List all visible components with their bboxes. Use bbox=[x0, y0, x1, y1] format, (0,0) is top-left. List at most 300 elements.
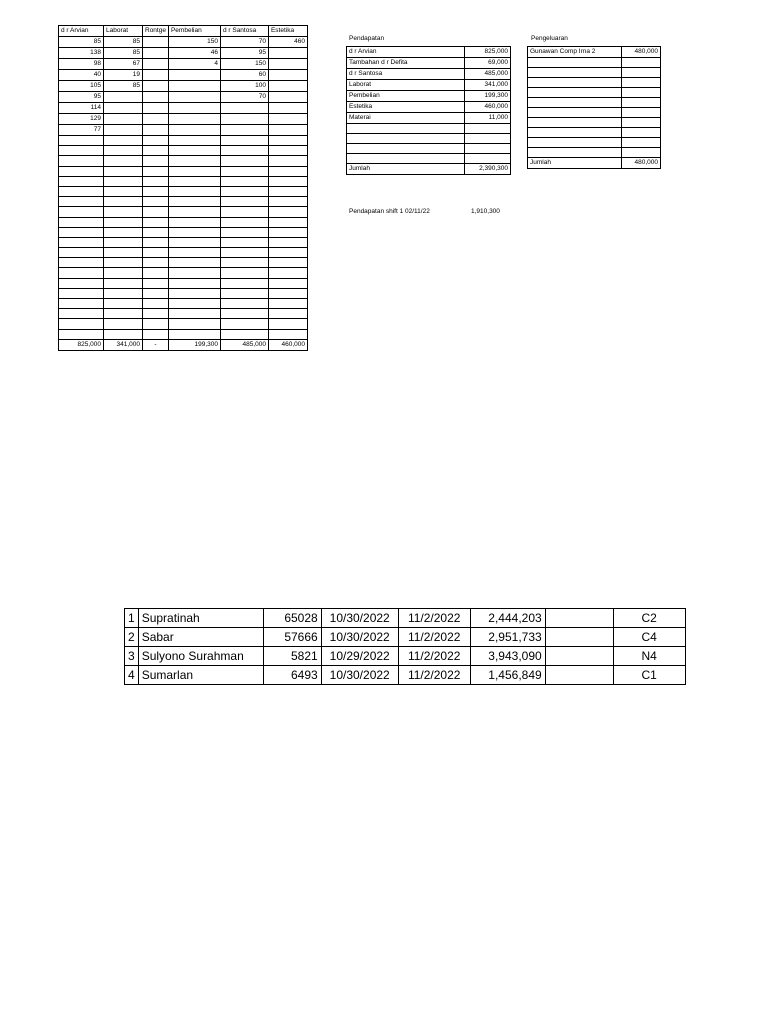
total-label: Jumlah bbox=[347, 164, 465, 175]
table-cell bbox=[168, 166, 220, 176]
table-cell bbox=[168, 299, 220, 309]
table-row bbox=[59, 299, 308, 309]
table-cell bbox=[545, 647, 613, 666]
table-cell: 199,300 bbox=[465, 91, 511, 102]
table-cell bbox=[143, 176, 169, 186]
table-row bbox=[528, 128, 661, 138]
table-row bbox=[528, 148, 661, 158]
table-row bbox=[59, 125, 308, 136]
table-cell bbox=[220, 125, 268, 136]
table-cell: 105 bbox=[59, 81, 104, 92]
table-cell bbox=[168, 176, 220, 186]
table-cell bbox=[268, 217, 307, 227]
table-cell bbox=[622, 108, 661, 118]
table-cell bbox=[268, 237, 307, 247]
table-cell bbox=[168, 103, 220, 114]
table-cell: Rontge bbox=[143, 26, 169, 37]
table-row bbox=[59, 59, 308, 70]
table-cell bbox=[268, 278, 307, 288]
table-row bbox=[528, 58, 661, 68]
expense-table bbox=[527, 46, 661, 169]
table-row bbox=[125, 609, 686, 628]
table-row bbox=[59, 166, 308, 176]
table-cell bbox=[143, 309, 169, 319]
table-cell bbox=[143, 227, 169, 237]
table-cell bbox=[622, 138, 661, 148]
table-cell: 150 bbox=[168, 37, 220, 48]
table-row bbox=[347, 47, 511, 58]
table-cell bbox=[59, 207, 104, 217]
table-cell bbox=[622, 128, 661, 138]
table-cell: d r Arvian bbox=[59, 26, 104, 37]
table-cell bbox=[268, 309, 307, 319]
table-cell bbox=[268, 207, 307, 217]
table-cell bbox=[104, 146, 143, 156]
table-cell bbox=[104, 186, 143, 196]
table-cell bbox=[168, 329, 220, 339]
table-cell bbox=[104, 258, 143, 268]
table-cell bbox=[622, 118, 661, 128]
table-cell bbox=[268, 156, 307, 166]
table-cell bbox=[220, 309, 268, 319]
table-cell: 70 bbox=[220, 37, 268, 48]
table-cell bbox=[143, 329, 169, 339]
table-cell bbox=[347, 144, 465, 154]
table-cell bbox=[104, 319, 143, 329]
table-cell: 2 bbox=[125, 628, 139, 647]
table-row bbox=[59, 329, 308, 339]
header-row bbox=[59, 26, 308, 37]
table-cell: 95 bbox=[59, 92, 104, 103]
table-cell bbox=[143, 217, 169, 227]
table-cell bbox=[143, 248, 169, 258]
table-cell bbox=[104, 299, 143, 309]
table-cell bbox=[268, 268, 307, 278]
table-cell bbox=[59, 248, 104, 258]
table-cell bbox=[528, 118, 622, 128]
table-cell: 95 bbox=[220, 48, 268, 59]
table-row bbox=[528, 138, 661, 148]
table-cell bbox=[143, 81, 169, 92]
table-row bbox=[59, 278, 308, 288]
table-cell bbox=[622, 148, 661, 158]
table-cell bbox=[268, 59, 307, 70]
table-cell bbox=[59, 166, 104, 176]
table-cell bbox=[104, 309, 143, 319]
table-cell: 65028 bbox=[263, 609, 321, 628]
table-cell bbox=[168, 248, 220, 258]
table-cell bbox=[347, 134, 465, 144]
table-cell bbox=[104, 197, 143, 207]
table-cell: 129 bbox=[59, 114, 104, 125]
table-cell bbox=[59, 237, 104, 247]
table-cell: Sulyono Surahman bbox=[138, 647, 263, 666]
table-cell bbox=[168, 258, 220, 268]
table-cell bbox=[465, 134, 511, 144]
table-cell bbox=[143, 59, 169, 70]
table-cell bbox=[143, 70, 169, 81]
table-cell bbox=[622, 78, 661, 88]
table-row bbox=[59, 103, 308, 114]
table-cell: 60 bbox=[220, 70, 268, 81]
total-value: 480,000 bbox=[622, 158, 661, 169]
table-cell bbox=[104, 114, 143, 125]
table-cell bbox=[268, 114, 307, 125]
table-cell: 485,000 bbox=[220, 339, 268, 350]
table-cell bbox=[268, 48, 307, 59]
table-cell bbox=[220, 258, 268, 268]
table-cell bbox=[168, 186, 220, 196]
table-cell: 85 bbox=[59, 37, 104, 48]
table-cell: Supratinah bbox=[138, 609, 263, 628]
table-cell: 100 bbox=[220, 81, 268, 92]
table-cell bbox=[59, 176, 104, 186]
table-cell bbox=[168, 227, 220, 237]
table-cell bbox=[268, 248, 307, 258]
table-row bbox=[528, 98, 661, 108]
table-cell: 460 bbox=[268, 37, 307, 48]
table-cell: 341,000 bbox=[465, 80, 511, 91]
table-cell: C1 bbox=[613, 666, 685, 685]
table-cell bbox=[220, 207, 268, 217]
table-cell: Materai bbox=[347, 113, 465, 124]
table-row bbox=[528, 108, 661, 118]
table-row bbox=[347, 113, 511, 124]
table-cell bbox=[104, 207, 143, 217]
table-cell bbox=[143, 288, 169, 298]
table-cell bbox=[104, 103, 143, 114]
table-cell: Estetika bbox=[268, 26, 307, 37]
table-cell bbox=[268, 197, 307, 207]
table-row bbox=[528, 68, 661, 78]
table-cell bbox=[143, 103, 169, 114]
table-row bbox=[59, 114, 308, 125]
table-cell: 98 bbox=[59, 59, 104, 70]
table-cell bbox=[143, 207, 169, 217]
table-row bbox=[59, 186, 308, 196]
table-cell bbox=[59, 136, 104, 146]
table-cell bbox=[59, 197, 104, 207]
table-cell bbox=[220, 103, 268, 114]
table-row bbox=[347, 69, 511, 80]
table-cell bbox=[168, 309, 220, 319]
table-cell: 85 bbox=[104, 37, 143, 48]
table-cell bbox=[143, 268, 169, 278]
table-cell bbox=[143, 125, 169, 136]
table-row bbox=[347, 144, 511, 154]
table-cell: Estetika bbox=[347, 102, 465, 113]
shift-income-value: 1,910,300 bbox=[471, 208, 500, 215]
table-cell: Sumarlan bbox=[138, 666, 263, 685]
table-cell bbox=[168, 268, 220, 278]
table-cell: 1,456,849 bbox=[470, 666, 545, 685]
table-cell: 1 bbox=[125, 609, 139, 628]
table-cell bbox=[220, 176, 268, 186]
table-cell bbox=[528, 88, 622, 98]
table-cell: 11/2/2022 bbox=[398, 628, 470, 647]
table-cell: d r Arvian bbox=[347, 47, 465, 58]
table-cell bbox=[268, 166, 307, 176]
table-cell bbox=[545, 666, 613, 685]
table-row bbox=[59, 197, 308, 207]
table-cell bbox=[104, 136, 143, 146]
table-cell: d r Santosa bbox=[220, 26, 268, 37]
table-cell: 199,300 bbox=[168, 339, 220, 350]
table-cell bbox=[622, 98, 661, 108]
table-cell bbox=[143, 278, 169, 288]
table-row bbox=[347, 124, 511, 134]
table-cell bbox=[143, 92, 169, 103]
table-row bbox=[347, 80, 511, 91]
table-cell: 19 bbox=[104, 70, 143, 81]
table-cell bbox=[59, 288, 104, 298]
table-cell bbox=[622, 58, 661, 68]
table-cell bbox=[104, 248, 143, 258]
table-cell bbox=[143, 156, 169, 166]
table-row bbox=[59, 146, 308, 156]
table-cell bbox=[168, 156, 220, 166]
table-cell bbox=[220, 156, 268, 166]
table-cell bbox=[545, 628, 613, 647]
table-row bbox=[59, 288, 308, 298]
table-cell bbox=[143, 37, 169, 48]
table-cell: 2,951,733 bbox=[470, 628, 545, 647]
table-cell: 10/29/2022 bbox=[321, 647, 398, 666]
table-row bbox=[59, 37, 308, 48]
table-cell: 3 bbox=[125, 647, 139, 666]
table-cell bbox=[220, 268, 268, 278]
income-table bbox=[346, 46, 511, 175]
table-row bbox=[59, 319, 308, 329]
table-cell: Pembelian bbox=[347, 91, 465, 102]
table-row bbox=[59, 207, 308, 217]
table-cell bbox=[104, 237, 143, 247]
table-cell: 10/30/2022 bbox=[321, 666, 398, 685]
table-cell bbox=[220, 217, 268, 227]
table-cell bbox=[268, 258, 307, 268]
table-row bbox=[125, 628, 686, 647]
table-cell: 460,000 bbox=[465, 102, 511, 113]
table-cell: 10/30/2022 bbox=[321, 609, 398, 628]
table-cell bbox=[528, 78, 622, 88]
table-cell bbox=[59, 146, 104, 156]
table-cell bbox=[220, 319, 268, 329]
table-cell bbox=[104, 156, 143, 166]
table-row bbox=[528, 47, 661, 58]
table-cell bbox=[347, 124, 465, 134]
table-row bbox=[59, 136, 308, 146]
table-row bbox=[59, 268, 308, 278]
table-cell: Tambahan d r Defita bbox=[347, 58, 465, 69]
table-cell: 70 bbox=[220, 92, 268, 103]
table-cell: Gunawan Comp Irna 2 bbox=[528, 47, 622, 58]
table-cell bbox=[622, 68, 661, 78]
table-cell bbox=[268, 227, 307, 237]
table-cell: Laborat bbox=[347, 80, 465, 91]
table-cell bbox=[168, 319, 220, 329]
table-row bbox=[528, 78, 661, 88]
table-cell bbox=[528, 68, 622, 78]
table-cell bbox=[59, 227, 104, 237]
total-row bbox=[528, 158, 661, 169]
table-cell bbox=[545, 609, 613, 628]
table-cell: 11,000 bbox=[465, 113, 511, 124]
table-cell bbox=[465, 124, 511, 134]
table-cell bbox=[268, 288, 307, 298]
table-row bbox=[125, 647, 686, 666]
table-cell bbox=[168, 136, 220, 146]
table-cell: 85 bbox=[104, 81, 143, 92]
table-cell: 341,000 bbox=[104, 339, 143, 350]
table-cell bbox=[168, 114, 220, 125]
table-cell bbox=[59, 299, 104, 309]
table-row bbox=[528, 118, 661, 128]
table-cell bbox=[622, 88, 661, 98]
table-cell bbox=[168, 81, 220, 92]
table-cell: 2,444,203 bbox=[470, 609, 545, 628]
table-cell bbox=[143, 197, 169, 207]
table-cell bbox=[104, 125, 143, 136]
table-cell bbox=[104, 288, 143, 298]
table-cell bbox=[104, 268, 143, 278]
table-cell bbox=[143, 237, 169, 247]
table-cell: 46 bbox=[168, 48, 220, 59]
table-row bbox=[59, 48, 308, 59]
table-cell bbox=[347, 154, 465, 164]
table-cell bbox=[168, 125, 220, 136]
totals-row bbox=[59, 339, 308, 350]
table-cell: 3,943,090 bbox=[470, 647, 545, 666]
table-cell: 10/30/2022 bbox=[321, 628, 398, 647]
table-cell bbox=[143, 146, 169, 156]
table-cell bbox=[168, 217, 220, 227]
table-cell bbox=[220, 166, 268, 176]
table-cell: 485,000 bbox=[465, 69, 511, 80]
table-cell bbox=[104, 329, 143, 339]
table-cell bbox=[59, 319, 104, 329]
table-cell bbox=[143, 114, 169, 125]
table-cell: 67 bbox=[104, 59, 143, 70]
table-cell bbox=[59, 309, 104, 319]
table-cell: 138 bbox=[59, 48, 104, 59]
table-row bbox=[59, 70, 308, 81]
table-cell bbox=[143, 136, 169, 146]
table-row bbox=[59, 258, 308, 268]
table-cell bbox=[220, 227, 268, 237]
table-row bbox=[59, 81, 308, 92]
table-row bbox=[347, 102, 511, 113]
daily-revenue-table bbox=[58, 25, 308, 351]
table-cell: 460,000 bbox=[268, 339, 307, 350]
table-cell: C4 bbox=[613, 628, 685, 647]
table-cell bbox=[168, 237, 220, 247]
table-row bbox=[125, 666, 686, 685]
table-cell bbox=[220, 278, 268, 288]
table-cell bbox=[220, 146, 268, 156]
table-row bbox=[59, 227, 308, 237]
table-row bbox=[347, 154, 511, 164]
table-cell: Sabar bbox=[138, 628, 263, 647]
patient-table bbox=[124, 608, 686, 685]
table-cell bbox=[59, 217, 104, 227]
table-cell bbox=[143, 166, 169, 176]
table-cell bbox=[268, 176, 307, 186]
table-cell: d r Santosa bbox=[347, 69, 465, 80]
total-value: 2,390,300 bbox=[465, 164, 511, 175]
table-cell bbox=[268, 81, 307, 92]
table-cell: 69,000 bbox=[465, 58, 511, 69]
table-row bbox=[59, 237, 308, 247]
total-row bbox=[347, 164, 511, 175]
table-cell: C2 bbox=[613, 609, 685, 628]
table-cell bbox=[268, 70, 307, 81]
table-cell bbox=[168, 70, 220, 81]
table-cell bbox=[104, 92, 143, 103]
table-cell: N4 bbox=[613, 647, 685, 666]
table-row bbox=[347, 58, 511, 69]
table-cell bbox=[268, 92, 307, 103]
table-cell bbox=[465, 154, 511, 164]
table-cell bbox=[220, 136, 268, 146]
table-cell: - bbox=[143, 339, 169, 350]
table-cell: 114 bbox=[59, 103, 104, 114]
table-cell bbox=[168, 278, 220, 288]
table-cell bbox=[528, 138, 622, 148]
table-cell bbox=[220, 237, 268, 247]
table-cell: 11/2/2022 bbox=[398, 609, 470, 628]
table-cell: 6493 bbox=[263, 666, 321, 685]
table-row bbox=[59, 248, 308, 258]
table-cell: 4 bbox=[125, 666, 139, 685]
table-cell bbox=[143, 186, 169, 196]
table-cell bbox=[268, 319, 307, 329]
table-cell: 77 bbox=[59, 125, 104, 136]
table-cell bbox=[268, 186, 307, 196]
table-cell: 85 bbox=[104, 48, 143, 59]
table-cell bbox=[528, 108, 622, 118]
table-cell bbox=[59, 268, 104, 278]
table-cell bbox=[220, 114, 268, 125]
table-row bbox=[59, 156, 308, 166]
table-cell bbox=[143, 319, 169, 329]
table-cell bbox=[59, 278, 104, 288]
table-cell bbox=[59, 186, 104, 196]
table-cell bbox=[220, 288, 268, 298]
table-cell bbox=[528, 58, 622, 68]
table-cell bbox=[143, 299, 169, 309]
table-cell: 5821 bbox=[263, 647, 321, 666]
table-cell: 825,000 bbox=[59, 339, 104, 350]
table-cell bbox=[220, 248, 268, 258]
expense-heading: Pengeluaran bbox=[531, 35, 568, 42]
table-cell bbox=[104, 176, 143, 186]
table-cell bbox=[168, 92, 220, 103]
table-cell bbox=[220, 197, 268, 207]
table-cell bbox=[59, 329, 104, 339]
table-cell bbox=[220, 329, 268, 339]
table-cell bbox=[104, 166, 143, 176]
table-row bbox=[59, 309, 308, 319]
table-cell bbox=[268, 125, 307, 136]
table-cell bbox=[104, 227, 143, 237]
table-cell bbox=[268, 146, 307, 156]
table-cell bbox=[220, 299, 268, 309]
table-cell: 11/2/2022 bbox=[398, 666, 470, 685]
table-cell bbox=[168, 207, 220, 217]
shift-income-label: Pendapatan shift 1 02/11/22 bbox=[349, 208, 430, 215]
table-cell bbox=[168, 197, 220, 207]
table-row bbox=[59, 217, 308, 227]
